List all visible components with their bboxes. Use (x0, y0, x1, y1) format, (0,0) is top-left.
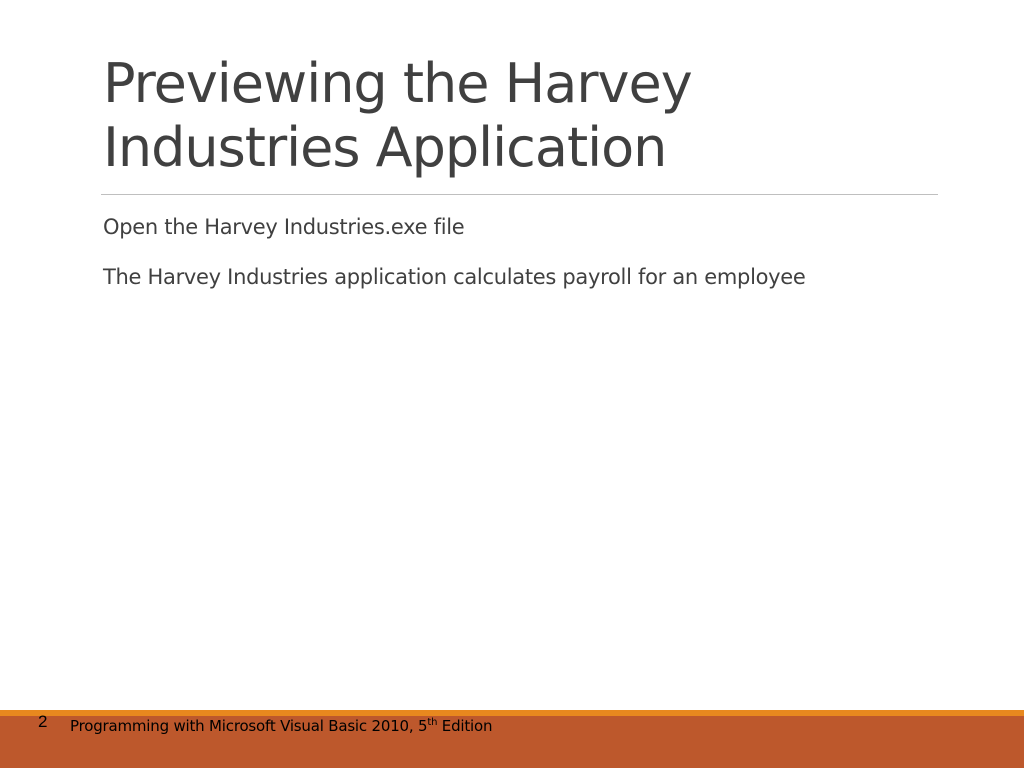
bullet-item: Open the Harvey Industries.exe file (103, 215, 465, 239)
footer-text (70, 715, 492, 737)
title-line-1: Previewing the Harvey (103, 52, 692, 115)
footer-text-superscript: th (427, 717, 438, 728)
title-divider (101, 194, 938, 195)
footer-text-main: Programming with Microsoft Visual Basic 2010, 5 (70, 717, 428, 735)
title-line-2: Industries Application (103, 116, 667, 179)
footer-text-end: Edition (437, 717, 493, 735)
slide-number: 2 (38, 712, 48, 731)
bullet-list (103, 212, 933, 312)
slide-title (103, 52, 923, 180)
bullet-item: The Harvey Industries application calculates payroll for an employee (103, 265, 806, 289)
